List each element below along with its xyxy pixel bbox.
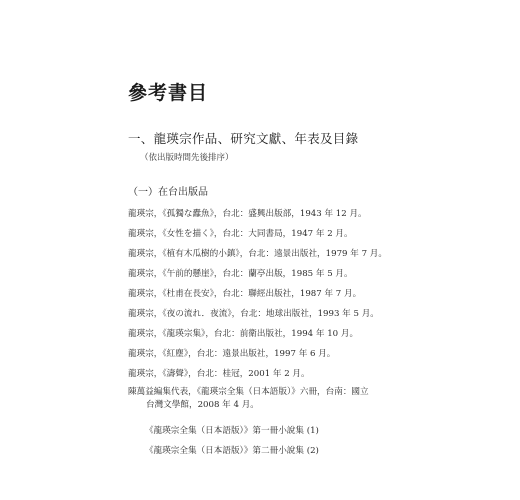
bibliography-entry: 龍瑛宗，《夜の流れ．夜流》，台北：地球出版社，1993 年 5 月。 bbox=[128, 309, 379, 319]
subsection-heading: （一）在台出版品 bbox=[128, 187, 208, 198]
section-heading: 一、龍瑛宗作品、研究文獻、年表及目錄 bbox=[128, 131, 359, 146]
bibliography-entry: 龍瑛宗，《杜甫在長安》，台北：聯經出版社，1987 年 7 月。 bbox=[128, 289, 362, 299]
bibliography-subentry: 《龍瑛宗全集（日本語版）》第一冊小說集 (1) bbox=[145, 426, 319, 436]
bibliography-entry: 龍瑛宗，《龍瑛宗集》，台北：前衛出版社，1994 年 10 月。 bbox=[128, 329, 359, 339]
bibliography-entry: 龍瑛宗，《女性を描く》，台北：大同書局，1947 年 2 月。 bbox=[128, 229, 353, 239]
bibliography-entry: 龍瑛宗，《植有木瓜樹的小鎮》，台北：遠景出版社，1979 年 7 月。 bbox=[128, 249, 387, 259]
bibliography-entry-compiled bbox=[128, 386, 408, 412]
page-title: 參考書目 bbox=[128, 82, 209, 104]
bibliography-subentry: 《龍瑛宗全集（日本語版）》第二冊小說集 (2) bbox=[145, 446, 319, 456]
bibliography-entry: 龍瑛宗，《孤獨な蠹魚》，台北：盛興出版部，1943 年 12 月。 bbox=[128, 209, 367, 219]
compiled-entry-line2: 台灣文學館，2008 年 4 月。 bbox=[146, 400, 259, 410]
bibliography-entry: 龍瑛宗，《濤聲》，台北：桂冠，2001 年 2 月。 bbox=[128, 369, 310, 379]
bibliography-entry: 龍瑛宗，《紅塵》，台北：遠景出版社，1997 年 6 月。 bbox=[128, 349, 336, 359]
section-note: （依出版時間先後排序） bbox=[140, 153, 234, 163]
bibliography-entry: 龍瑛宗，《午前的懸崖》，台北：蘭亭出版，1985 年 5 月。 bbox=[128, 269, 353, 279]
compiled-entry-line1: 陳萬益編集代表，《龍瑛宗全集（日本語版）》六冊，台南：國立 bbox=[128, 387, 369, 397]
